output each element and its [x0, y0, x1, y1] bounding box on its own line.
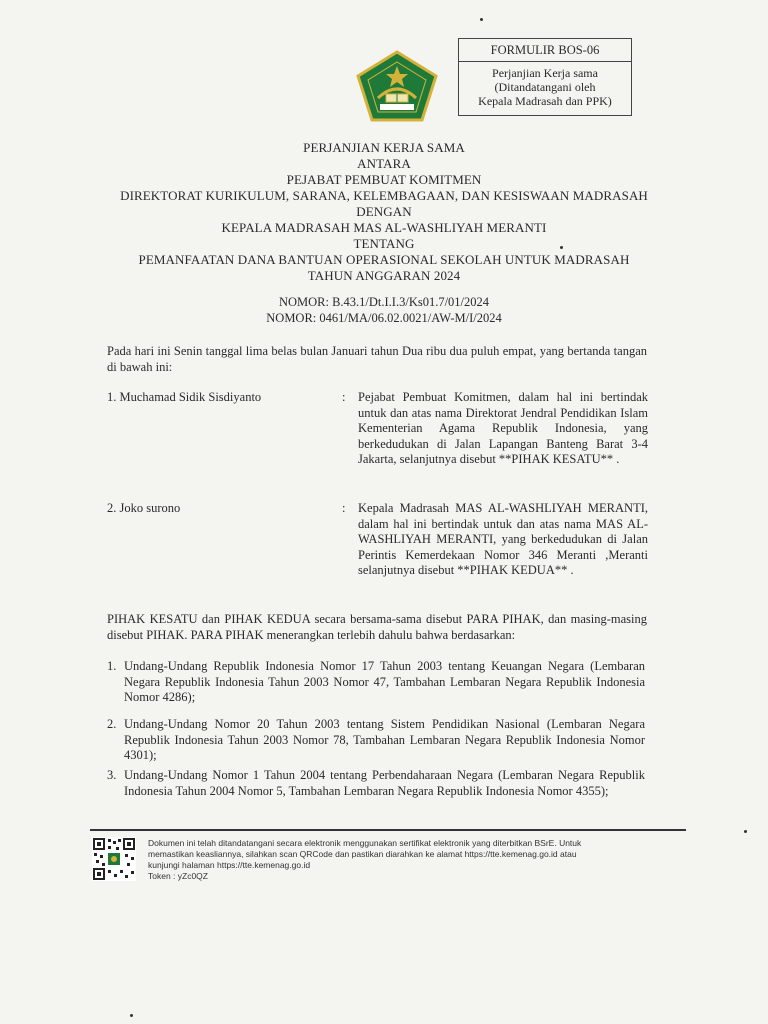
form-desc-line: Kepala Madrasah dan PPK) — [478, 94, 612, 108]
list-item — [107, 768, 645, 799]
scan-speck — [744, 830, 747, 833]
party-1-description: Pejabat Pembuat Komitmen, dalam hal ini bertindak untuk dan atas nama Direktorat Jendral Pendidikan Islam Kementerian Agama Republik Indonesia, yang berkedudukan di Jalan Lapangan Banteng Barat 3-4 Jakarta, selanjutnya disebut **PIHAK KESATU** . — [358, 390, 648, 466]
heading-line: PEMANFAATAN DANA BANTUAN OPERASIONAL SEKOLAH UNTUK MADRASAH — [138, 252, 630, 267]
footer-line: memastikan keasliannya, silahkan scan QRCode dan pastikan diarahkan ke alamat https://tte.kemenag.go.id atau — [148, 849, 577, 859]
list-item-text: Undang-Undang Republik Indonesia Nomor 17 Tahun 2003 tentang Keuangan Negara (Lembaran Negara Republik Indonesia Tahun 2003 Nomor 47, Tambahan Lembaran Negara Republik Indonesia Nomor 4286); — [124, 659, 645, 704]
party-1-colon: : — [342, 390, 346, 404]
form-desc-line: (Ditandatangani oleh — [494, 80, 596, 94]
scan-speck — [560, 246, 563, 249]
heading-line: TENTANG — [353, 236, 415, 251]
list-item — [107, 717, 645, 764]
form-code: FORMULIR BOS-06 — [459, 39, 631, 62]
list-item-number: 3. — [107, 768, 117, 782]
heading-line: PEJABAT PEMBUAT KOMITMEN — [286, 172, 482, 187]
form-description — [459, 62, 631, 108]
form-desc-line: Perjanjian Kerja sama — [492, 66, 598, 80]
footer-divider — [90, 829, 686, 831]
document-number: NOMOR: B.43.1/Dt.I.I.3/Ks01.7/01/2024 — [278, 295, 490, 309]
document-numbers — [80, 294, 688, 326]
electronic-signature-note — [148, 838, 678, 882]
party-2-name: 2. Joko surono — [107, 501, 181, 515]
list-item-number: 1. — [107, 659, 117, 673]
agreement-heading — [80, 140, 688, 284]
qr-code-icon[interactable] — [92, 837, 136, 881]
footer-token: Token : yZc0QZ — [148, 871, 208, 881]
heading-line: TAHUN ANGGARAN 2024 — [307, 268, 461, 283]
form-code-box — [458, 38, 632, 116]
party-1-name: 1. Muchamad Sidik Sisdiyanto — [107, 390, 262, 404]
scan-speck — [480, 18, 483, 21]
document-number: NOMOR: 0461/MA/06.02.0021/AW-M/I/2024 — [266, 311, 502, 325]
heading-line: DIREKTORAT KURIKULUM, SARANA, KELEMBAGAAN, DAN KESISWAAN MADRASAH — [120, 188, 648, 203]
list-item-text: Undang-Undang Nomor 1 Tahun 2004 tentang Perbendaharaan Negara (Lembaran Negara Republik Indonesia Tahun 2004 Nomor 5, Tambahan Lembaran Negara Republik Indonesia Nomor 4355); — [124, 768, 645, 798]
list-item — [107, 659, 645, 706]
heading-line: DENGAN — [356, 204, 412, 219]
list-item-number: 2. — [107, 717, 117, 731]
heading-line: KEPALA MADRASAH MAS AL-WASHLIYAH MERANTI — [221, 220, 547, 235]
footer-line: kunjungi halaman https://tte.kemenag.go.id — [148, 860, 311, 870]
heading-line: ANTARA — [357, 156, 411, 171]
kemenag-emblem-icon — [356, 50, 438, 122]
list-item-text: Undang-Undang Nomor 20 Tahun 2003 tentang Sistem Pendidikan Nasional (Lembaran Negara Republik Indonesia Tahun 2003 Nomor 78, Tambahan Lembaran Negara Republik Indonesia Nomor 4301); — [124, 717, 645, 762]
footer-line: Dokumen ini telah ditandatangani secara elektronik menggunakan sertifikat elektronik yang diterbitkan BSrE. Untuk — [148, 838, 582, 848]
party-2-description: Kepala Madrasah MAS AL-WASHLIYAH MERANTI, dalam hal ini bertindak untuk dan atas nama MAS AL-WASHLIYAH MERANTI, yang berkedudukan di Jalan Perintis Kemerdekaan Nomor 346 Meranti ,Meranti selanjutnya disebut **PIHAK KEDUA** . — [358, 501, 648, 577]
party-2-colon: : — [342, 501, 346, 515]
heading-line: PERJANJIAN KERJA SAMA — [303, 140, 465, 155]
intro-paragraph: Pada hari ini Senin tanggal lima belas bulan Januari tahun Dua ribu dua puluh empat, yang bertanda tangan di bawah ini: — [107, 344, 647, 374]
parties-paragraph: PIHAK KESATU dan PIHAK KEDUA secara bersama-sama disebut PARA PIHAK, dan masing-masing disebut PIHAK. PARA PIHAK menerangkan terlebih dahulu bahwa berdasarkan: — [107, 612, 647, 642]
scan-speck — [130, 1014, 133, 1017]
